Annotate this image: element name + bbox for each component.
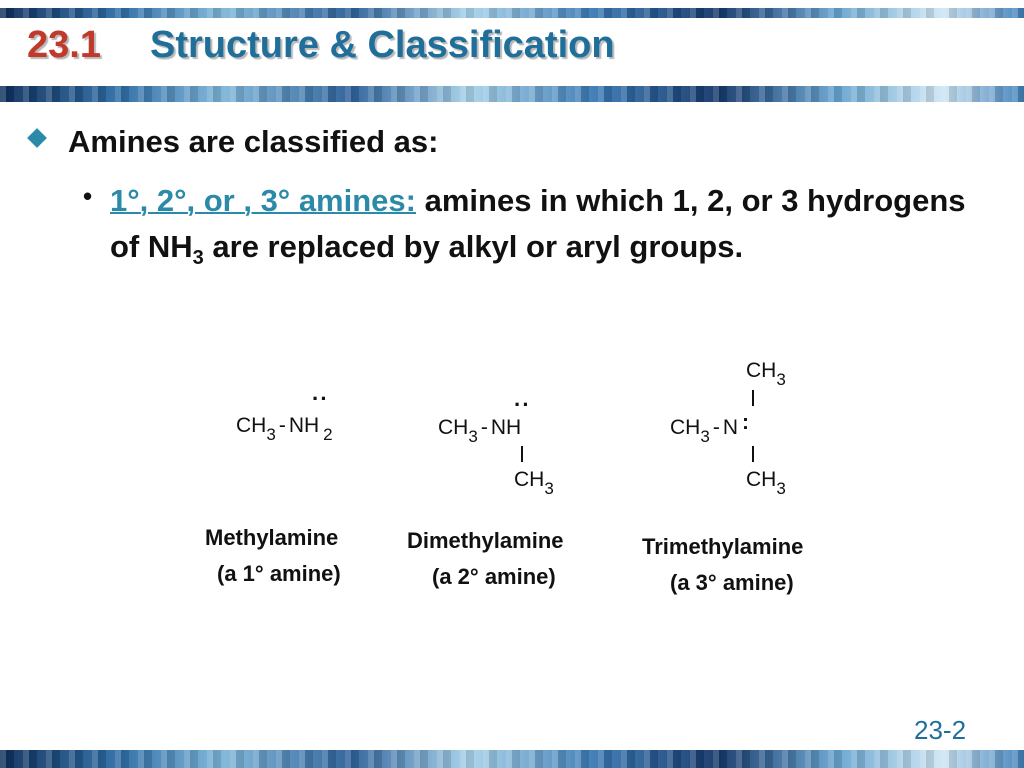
hydrogen-atom: H [505,416,522,439]
page-number: 23-2 [914,715,967,745]
ch-group: CH [746,359,777,382]
ch-group: CH [236,414,267,437]
dimethylamine-formula [438,416,522,446]
ch-subscript: 3 [700,427,710,446]
ch-group: CH [746,468,777,491]
dimethylamine-name: Dimethylamine [407,528,564,553]
bond-dash: - [712,416,720,439]
footer-band [0,750,1024,768]
ch-subscript: 3 [544,479,554,498]
bond-line [752,446,754,462]
sub-bullet-dot: • [83,181,93,211]
dimethylamine-class: (a 2° amine) [432,564,556,589]
nh3-subscript: 3 [192,247,204,270]
nitrogen-atom: N [490,416,506,439]
header-band-thick [0,86,1024,102]
trimethylamine-class: (a 3° amine) [670,570,794,595]
bottom-methyl [746,468,786,498]
ch-subscript: 3 [468,427,478,446]
section-number: 23.1 [27,24,101,66]
ch-subscript: 3 [776,479,786,498]
diamond-bullet-icon [27,128,47,148]
lone-pair: ·· [514,392,531,417]
hydrogen-atom: H [303,414,320,437]
bond-line [752,390,754,406]
slide-title: Structure & Classification [150,24,615,66]
nitrogen-atom: N [722,416,738,439]
ch-subscript: 3 [266,425,276,444]
methylamine-formula [236,414,333,444]
ch-group: CH [514,468,545,491]
bond-dash: - [480,416,488,439]
trimethylamine-name: Trimethylamine [642,534,804,559]
top-methyl [746,359,786,389]
defined-term: 1°, 2°, or , 3° amines: [110,183,416,218]
bottom-methyl [514,468,554,498]
sub-text-part-2: are replaced by alkyl or aryl groups. [203,229,744,264]
bond-line [521,446,523,462]
sub-bullet-text [110,178,990,281]
nitrogen-atom: N [288,414,304,437]
h-subscript: 2 [323,425,333,444]
methylamine-name: Methylamine [205,525,339,550]
lone-pair: : [741,411,749,434]
ch-subscript: 3 [776,370,786,389]
sub-text-part-1: amines in which 1, 2, or 3 hydrogens of NH [110,183,966,264]
ch-group: CH [438,416,469,439]
bond-dash: - [278,414,286,437]
header-band-thin [0,8,1024,18]
lone-pair: ·· [312,386,329,411]
bullet-text: Amines are classified as: [68,124,439,159]
methylamine-class: (a 1° amine) [217,561,341,586]
trimethylamine-formula [670,411,749,446]
ch-group: CH [670,416,701,439]
